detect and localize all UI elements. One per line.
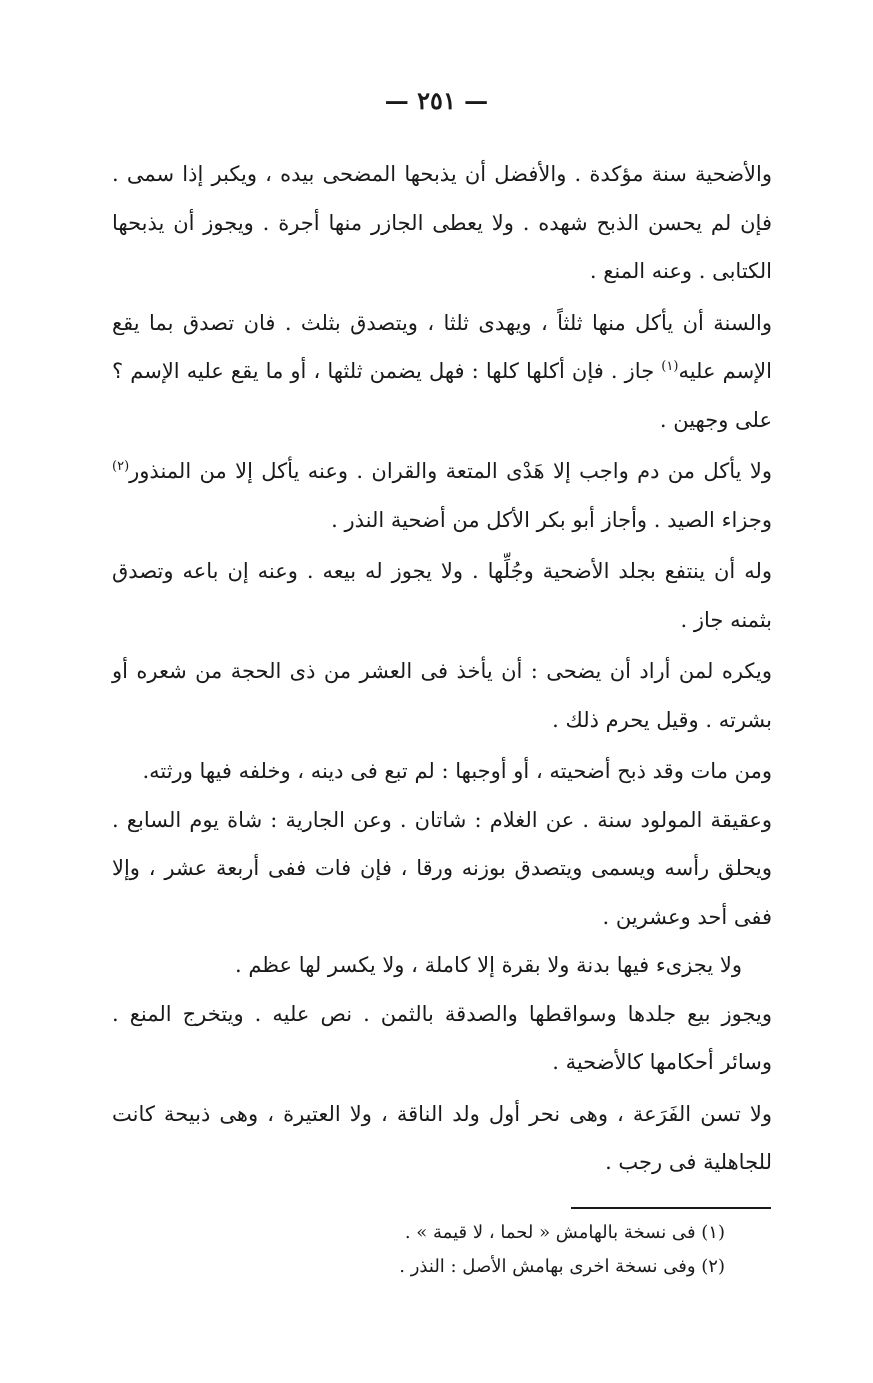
- paragraph-3-line-1: ولا يأكل من دم واجب إلا هَدْى المتعة والقران . وعنه يأكل إلا من: [199, 459, 772, 483]
- paragraph-10-line-2: كانت للجاهلية فى رجب .: [112, 1101, 772, 1174]
- paragraph-9: [112, 990, 772, 1087]
- footnote-1: (١) فى نسخة بالهامش « لحما ، لا قيمة » .: [404, 1222, 725, 1243]
- footnote-2: (٢) وفى نسخة اخرى بهامش الأصل : النذر .: [399, 1256, 725, 1277]
- paragraph-1-line-1: والأضحية سنة مؤكدة . والأفضل أن يذبحها المضحى بيده ، ويكبر إذا: [182, 162, 772, 186]
- paragraph-2-line-1: والسنة أن يأكل منها ثلثاً ، ويهدى ثلثا ، ويتصدق بثلث . فان تصدق: [182, 310, 772, 335]
- paragraph-1: [112, 150, 772, 296]
- paragraph-1-line-3: الكتابى . وعنه المنع .: [589, 259, 772, 283]
- paragraph-7: [112, 796, 772, 942]
- paragraph-3-line-3: وجزاء الصيد . وأجاز أبو بكر الأكل من أضحية النذر .: [331, 507, 772, 532]
- paragraph-6-line-1: ومن مات وقد ذبح أضحيته ، أو أوجبها : لم تبع فى دينه ، وخلفه فيها ورثته.: [142, 759, 772, 783]
- paragraph-5-line-2: أو بشرته . وقيل يحرم ذلك .: [112, 659, 772, 732]
- footnote-ref-1: (١): [661, 359, 679, 374]
- paragraph-6: [112, 747, 772, 796]
- paragraph-1-line-2: سمى . فإن لم يحسن الذبح شهده . ولا يعطى الجازر منها أجرة . ويجوز أن يذبحها: [112, 162, 772, 235]
- footnotes: [180, 1216, 725, 1284]
- paragraph-9-line-1: ويجوز بيع جلدها وسواقطها والصدقة بالثمن . نص عليه . ويتخرج المنع .: [112, 1001, 772, 1026]
- paragraph-2-line-4: عليه الإسم ؟ على وجهين .: [112, 359, 772, 432]
- paragraph-7-line-3: ففى أحد وعشرين .: [602, 904, 772, 929]
- paragraph-4: [112, 547, 772, 644]
- paragraph-10: [112, 1090, 772, 1187]
- paragraph-5-line-1: ويكره لمن أراد أن يضحى : أن يأخذ فى العشر من ذى الحجة من شعره: [136, 659, 772, 683]
- page-number: — ٢٥١ —: [384, 86, 489, 115]
- paragraph-8: [112, 941, 772, 990]
- paragraph-2: [112, 299, 772, 445]
- paragraph-7-line-1: وعقيقة المولود سنة . عن الغلام : شاتان . وعن الجارية : شاة يوم السابع .: [112, 807, 772, 832]
- footnote-divider: [571, 1207, 771, 1209]
- paragraph-3-line-2: المنذور: [129, 459, 192, 483]
- paragraph-2-line-2: بما يقع الإسم عليه: [112, 310, 772, 383]
- footnote-ref-2: (٢): [112, 459, 130, 474]
- paragraph-7-line-2: ويحلق رأسه ويسمى ويتصدق بوزنه ورقا ، فإن فات ففى أربعة عشر ، وإلا: [112, 856, 772, 880]
- main-text: [112, 150, 772, 1187]
- paragraph-8-line-1: ولا يجزىء فيها بدنة ولا بقرة إلا كاملة ، ولا يكسر لها عظم .: [234, 953, 742, 977]
- paragraph-2-line-3: جاز . فإن أكلها كلها : فهل يضمن ثلثها ، أو ما يقع: [230, 359, 655, 383]
- paragraph-5: [112, 647, 772, 744]
- paragraph-10-line-1: ولا تسن الفَرَعة ، وهى نحر أول ولد الناقة ، ولا العتيرة ، وهى ذبيحة: [163, 1101, 772, 1126]
- paragraph-3: [112, 447, 772, 544]
- paragraph-4-line-2: وتصدق بثمنه جاز .: [112, 559, 772, 632]
- paragraph-4-line-1: وله أن ينتفع بجلد الأضحية وجُلِّها . ولا يجوز له بيعه . وعنه إن باعه: [182, 559, 772, 583]
- paragraph-9-line-2: وسائر أحكامها كالأضحية .: [552, 1050, 772, 1074]
